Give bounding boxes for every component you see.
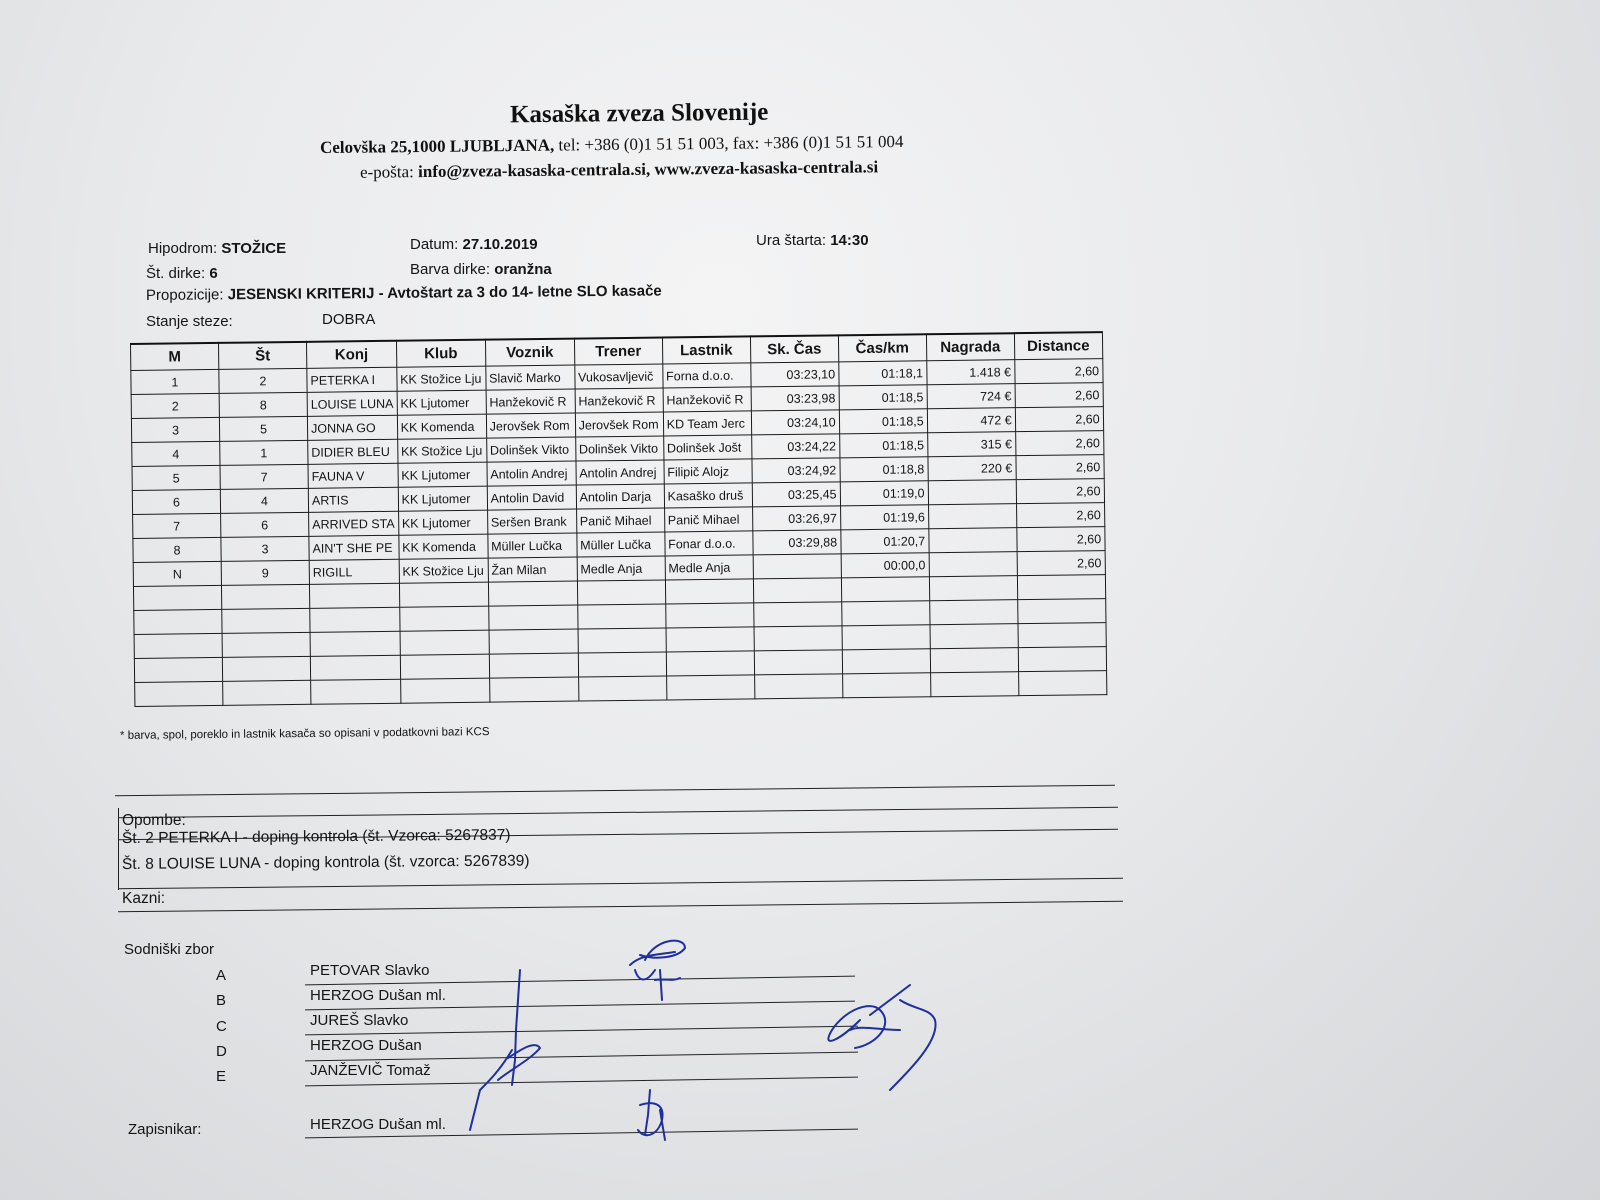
cell-sk-cas: 03:24,92 <box>752 458 840 483</box>
cell-cas-km: 01:18,5 <box>839 385 927 410</box>
cell-m: 6 <box>132 489 220 514</box>
cell-sk-cas: 03:24,10 <box>751 410 839 435</box>
cell-klub: KK Stožice Lju <box>397 438 486 463</box>
col-header-nagrada: Nagrada <box>926 333 1014 361</box>
cell-distance: 2,60 <box>1014 359 1102 384</box>
empty-cell <box>929 600 1017 625</box>
cell-cas-km: 01:19,6 <box>840 505 928 530</box>
results-table <box>130 331 1107 707</box>
barva-value: oranžna <box>494 261 552 278</box>
dirka-value: 6 <box>209 265 218 282</box>
empty-cell <box>841 601 929 626</box>
col-header-distance: Distance <box>1014 332 1102 360</box>
empty-cell <box>488 581 577 606</box>
judge-name-e: JANŽEVIČ Tomaž <box>310 1062 431 1079</box>
org-title: Kasaška zveza Slovenije <box>509 98 769 129</box>
empty-cell <box>311 679 401 704</box>
remarks-top-line <box>118 807 1118 818</box>
cell-m: 5 <box>132 465 220 490</box>
empty-cell <box>666 651 754 676</box>
cell-m: N <box>133 561 221 586</box>
empty-cell <box>577 604 665 629</box>
judge-name-a: PETOVAR Slavko <box>310 962 430 979</box>
judge-letter-c: C <box>216 1018 227 1035</box>
datum-value: 27.10.2019 <box>462 236 538 253</box>
cell-nagrada: 1.418 € <box>926 360 1014 385</box>
ura-label: Ura štarta: <box>756 232 831 249</box>
cell-sk-cas <box>753 554 841 579</box>
cell-voznik: Jerovšek Rom <box>486 413 575 438</box>
results-body <box>131 359 1107 707</box>
cell-nagrada: 724 € <box>927 384 1015 409</box>
cell-lastnik: Filipič Alojz <box>664 459 752 484</box>
datum <box>410 236 538 253</box>
cell-klub: KK Stožice Lju <box>396 366 485 391</box>
empty-cell <box>754 626 842 651</box>
empty-cell <box>310 631 400 656</box>
propozicije-label: Propozicije: <box>145 286 228 304</box>
cell-st: 6 <box>221 512 309 537</box>
cell-distance: 2,60 <box>1015 431 1103 456</box>
empty-cell <box>842 649 930 674</box>
cell-lastnik: Forna d.o.o. <box>662 363 750 388</box>
signature-recorder <box>638 1090 665 1140</box>
cell-distance: 2,60 <box>1017 551 1105 576</box>
col-header-klub: Klub <box>396 340 485 368</box>
address-phone: tel: +386 (0)1 51 51 003, fax: +386 (0)1 51 51 004 <box>554 131 904 155</box>
empty-cell <box>754 674 842 699</box>
empty-cell <box>400 630 489 655</box>
cell-lastnik: Fonar d.o.o. <box>665 531 753 556</box>
propozicije <box>146 282 662 303</box>
cell-st: 4 <box>220 488 308 513</box>
cell-m: 1 <box>131 369 219 394</box>
empty-cell <box>134 609 222 634</box>
empty-cell <box>310 607 400 632</box>
remarks-left-border <box>118 808 119 890</box>
judge-name-d: HERZOG Dušan <box>310 1037 422 1054</box>
judge-name-c: JUREŠ Slavko <box>310 1012 409 1029</box>
cell-sk-cas: 03:29,88 <box>753 530 841 555</box>
empty-cell <box>754 650 842 675</box>
cell-sk-cas: 03:23,10 <box>750 362 838 387</box>
signature-d <box>828 985 935 1090</box>
cell-nagrada <box>929 528 1017 553</box>
cell-st: 9 <box>221 560 309 585</box>
judge-name-b: HERZOG Dušan ml. <box>310 987 446 1004</box>
empty-cell <box>930 672 1018 697</box>
empty-cell <box>665 603 753 628</box>
cell-trener: Medle Anja <box>577 556 665 581</box>
judge-letter-a: A <box>216 967 227 984</box>
cell-klub: KK Ljutomer <box>398 462 487 487</box>
cell-klub: KK Stožice Lju <box>399 558 488 583</box>
signatures <box>440 930 960 1150</box>
cell-voznik: Antolin David <box>487 485 576 510</box>
cell-cas-km: 01:20,7 <box>841 529 929 554</box>
cell-sk-cas: 03:26,97 <box>752 506 840 531</box>
remarks-line-3 <box>118 878 1123 890</box>
footnote: * barva, spol, poreklo in lastnik kasača so opisani v podatkovni bazi KCS <box>119 726 490 742</box>
empty-cell <box>753 602 841 627</box>
cell-trener: Antolin Darja <box>576 484 664 509</box>
cell-distance: 2,60 <box>1016 479 1104 504</box>
cell-sk-cas: 03:24,22 <box>751 434 839 459</box>
address-street: Celovška 25,1000 LJUBLJANA, <box>319 135 555 158</box>
empty-cell <box>222 608 310 633</box>
cell-nagrada: 315 € <box>927 432 1015 457</box>
empty-cell <box>309 583 399 608</box>
col-header-sk-cas: Sk. Čas <box>750 335 838 363</box>
cell-trener: Antolin Andrej <box>576 460 664 485</box>
judges-title: Sodniški zbor <box>124 941 215 958</box>
cell-konj: ARTIS <box>308 487 398 512</box>
cell-nagrada <box>928 504 1016 529</box>
cell-st: 3 <box>221 536 309 561</box>
cell-konj: AIN'T SHE PE <box>309 535 399 560</box>
dirka-label: Št. dirke: <box>146 265 210 282</box>
cell-cas-km: 00:00,0 <box>841 553 929 578</box>
cell-distance: 2,60 <box>1016 455 1104 480</box>
org-contact <box>360 157 878 182</box>
stanje-value: DOBRA <box>322 311 376 328</box>
propozicije-value: JESENSKI KRITERIJ - Avtoštart za 3 do 14- letne SLO kasače <box>227 282 662 304</box>
cell-voznik: Dolinšek Vikto <box>486 437 575 462</box>
empty-cell <box>1018 623 1106 648</box>
cell-klub: KK Ljutomer <box>398 510 487 535</box>
empty-cell <box>400 654 489 679</box>
empty-cell <box>222 656 310 681</box>
cell-konj: RIGILL <box>309 559 399 584</box>
cell-klub: KK Komenda <box>397 414 486 439</box>
empty-cell <box>929 576 1017 601</box>
cell-st: 5 <box>219 416 307 441</box>
cell-konj: JONNA GO <box>307 415 397 440</box>
col-header-m: M <box>131 343 219 371</box>
empty-cell <box>841 577 929 602</box>
email-values: info@zveza-kasaska-centrala.si, www.zveza-kasaska-centrala.si <box>417 157 879 182</box>
signature-a <box>630 941 685 1000</box>
col-header-konj: Konj <box>306 341 396 369</box>
empty-cell <box>578 628 666 653</box>
ura-starta <box>756 232 869 249</box>
cell-klub: KK Komenda <box>399 534 488 559</box>
judge-letter-e: E <box>216 1068 227 1085</box>
empty-cell <box>221 584 309 609</box>
cell-m: 8 <box>133 537 221 562</box>
empty-cell <box>930 648 1018 673</box>
empty-cell <box>1018 671 1106 696</box>
cell-voznik: Müller Lučka <box>488 533 577 558</box>
org-address <box>320 132 904 158</box>
cell-sk-cas: 03:25,45 <box>752 482 840 507</box>
cell-sk-cas: 03:23,98 <box>751 386 839 411</box>
signature-hook-stroke <box>470 1050 512 1130</box>
empty-cell <box>134 633 222 658</box>
empty-cell <box>489 653 578 678</box>
cell-cas-km: 01:18,1 <box>838 361 926 386</box>
cell-m: 7 <box>133 513 221 538</box>
cell-trener: Jerovšek Rom <box>575 412 663 437</box>
cell-m: 2 <box>131 393 219 418</box>
cell-cas-km: 01:18,5 <box>839 433 927 458</box>
hipodrom <box>148 240 286 257</box>
cell-lastnik: Panič Mihael <box>664 507 752 532</box>
col-header-lastnik: Lastnik <box>662 336 750 364</box>
cell-distance: 2,60 <box>1016 503 1104 528</box>
judge-letter-b: B <box>216 992 227 1009</box>
empty-cell <box>930 624 1018 649</box>
cell-trener: Vukosavljevič <box>574 364 662 389</box>
remarks-bottom-line <box>118 901 1123 913</box>
empty-cell <box>665 579 753 604</box>
cell-voznik: Seršen Brank <box>487 509 576 534</box>
cell-klub: KK Ljutomer <box>398 486 487 511</box>
remarks-label: Opombe: <box>122 812 186 829</box>
empty-cell <box>577 580 665 605</box>
kazni-label: Kazni: <box>122 890 166 907</box>
cell-st: 7 <box>220 464 308 489</box>
st-dirke <box>146 265 218 282</box>
col-header-st: Št <box>219 342 307 370</box>
empty-cell <box>842 673 930 698</box>
recorder-name: HERZOG Dušan ml. <box>310 1116 446 1133</box>
empty-cell <box>222 632 310 657</box>
empty-cell <box>666 627 754 652</box>
cell-nagrada: 472 € <box>927 408 1015 433</box>
col-header-trener: Trener <box>574 337 662 365</box>
empty-cell <box>310 655 400 680</box>
cell-lastnik: Hanžekovič R <box>663 387 751 412</box>
cell-cas-km: 01:18,8 <box>840 457 928 482</box>
cell-konj: LOUISE LUNA <box>307 391 397 416</box>
empty-cell <box>135 681 223 706</box>
empty-cell <box>578 652 666 677</box>
cell-lastnik: KD Team Jerc <box>663 411 751 436</box>
cell-st: 1 <box>220 440 308 465</box>
ura-value: 14:30 <box>830 232 869 249</box>
empty-cell <box>399 582 488 607</box>
empty-cell <box>489 629 578 654</box>
cell-m: 4 <box>132 441 220 466</box>
cell-m: 3 <box>131 417 219 442</box>
empty-cell <box>1018 647 1106 672</box>
empty-cell <box>400 678 489 703</box>
remark-line-2: Št. 8 LOUISE LUNA - doping kontrola (št. vzorca: 5267839) <box>121 852 530 873</box>
empty-cell <box>666 675 754 700</box>
cell-klub: KK Ljutomer <box>397 390 486 415</box>
empty-cell <box>399 606 488 631</box>
cell-lastnik: Kasaško druš <box>664 483 752 508</box>
empty-cell <box>842 625 930 650</box>
cell-nagrada: 220 € <box>928 456 1016 481</box>
cell-konj: PETERKA I <box>307 367 397 392</box>
stanje-label: Stanje steze: <box>146 313 233 330</box>
datum-label: Datum: <box>410 236 463 253</box>
cell-voznik: Žan Milan <box>488 557 577 582</box>
cell-voznik: Hanžekovič R <box>486 389 575 414</box>
cell-trener: Panič Mihael <box>576 508 664 533</box>
recorder-label: Zapisnikar: <box>128 1121 202 1138</box>
remark-line-1: Št. 2 PETERKA I - doping kontrola (št. Vzorca: 5267837) <box>121 826 511 847</box>
cell-lastnik: Medle Anja <box>665 555 753 580</box>
empty-cell <box>578 676 666 701</box>
cell-nagrada <box>929 552 1017 577</box>
col-header-voznik: Voznik <box>485 339 574 367</box>
divider-line <box>115 785 1115 796</box>
cell-konj: DIDIER BLEU <box>308 439 398 464</box>
cell-st: 8 <box>219 392 307 417</box>
cell-trener: Dolinšek Vikto <box>575 436 663 461</box>
cell-konj: ARRIVED STA <box>309 511 399 536</box>
cell-distance: 2,60 <box>1015 383 1103 408</box>
empty-cell <box>753 578 841 603</box>
cell-cas-km: 01:19,0 <box>840 481 928 506</box>
barva-label: Barva dirke: <box>410 261 495 278</box>
cell-cas-km: 01:18,5 <box>839 409 927 434</box>
results-table-wrapper <box>130 331 1107 707</box>
cell-konj: FAUNA V <box>308 463 398 488</box>
empty-cell <box>488 605 577 630</box>
empty-cell <box>1017 575 1105 600</box>
hipodrom-label: Hipodrom: <box>148 240 222 257</box>
hipodrom-value: STOŽICE <box>221 240 287 257</box>
col-header-cas-km: Čas/km <box>838 334 926 362</box>
cell-lastnik: Dolinšek Jošt <box>663 435 751 460</box>
email-label: e-pošta: <box>359 162 419 182</box>
cell-distance: 2,60 <box>1015 407 1103 432</box>
empty-cell <box>223 680 311 705</box>
cell-trener: Müller Lučka <box>577 532 665 557</box>
empty-cell <box>134 657 222 682</box>
cell-voznik: Slavič Marko <box>485 365 574 390</box>
empty-cell <box>133 585 221 610</box>
cell-voznik: Antolin Andrej <box>487 461 576 486</box>
cell-trener: Hanžekovič R <box>575 388 663 413</box>
empty-cell <box>1017 599 1105 624</box>
cell-nagrada <box>928 480 1016 505</box>
empty-cell <box>489 677 578 702</box>
cell-st: 2 <box>219 368 307 393</box>
barva-dirke <box>410 261 552 278</box>
cell-distance: 2,60 <box>1016 527 1104 552</box>
judge-letter-d: D <box>216 1043 227 1060</box>
